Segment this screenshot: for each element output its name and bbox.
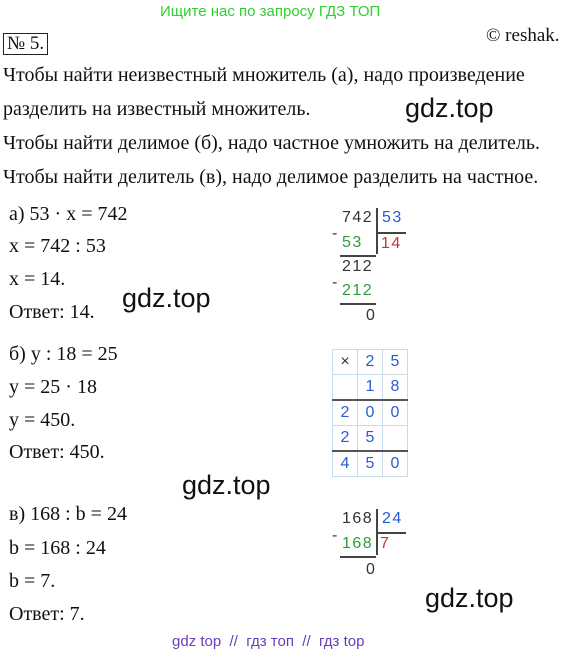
rule-line-1: Чтобы найти неизвестный множитель (а), надо произведение	[3, 64, 525, 86]
part-c-answer: Ответ: 7.	[9, 603, 85, 625]
grid-cell: 2	[333, 426, 358, 452]
grid-cell: 5	[383, 350, 408, 375]
watermark: gdz.top	[182, 470, 271, 500]
divisor: 24	[382, 510, 403, 527]
task-number: № 5.	[3, 33, 48, 55]
division-bar	[376, 532, 406, 534]
divisor: 53	[382, 209, 403, 226]
grid-cell: 1	[358, 375, 383, 401]
part-b-step-2: y = 450.	[9, 409, 76, 431]
watermark: gdz.top	[122, 283, 211, 313]
minus-sign: -	[332, 225, 339, 242]
grid-cell: 0	[358, 400, 383, 426]
subtraction-line	[340, 303, 376, 305]
part-c-equation: в) 168 : b = 24	[9, 503, 127, 525]
part-c-step-2: b = 7.	[9, 570, 56, 592]
minus-sign: -	[332, 527, 339, 544]
grid-cell: 4	[333, 451, 358, 477]
grid-cell	[333, 375, 358, 401]
ad-banner-text[interactable]: Ищите нас по запросу ГДЗ ТОП	[160, 3, 381, 20]
part-b-equation: б) y : 18 = 25	[9, 343, 118, 365]
grid-cell: 5	[358, 451, 383, 477]
grid-cell: 0	[383, 451, 408, 477]
grid-cell: 8	[383, 375, 408, 401]
remainder: 212	[342, 258, 374, 275]
part-a-step-2: x = 14.	[9, 268, 66, 290]
grid-cell: 2	[333, 400, 358, 426]
grid-cell: 2	[358, 350, 383, 375]
subtraction-line	[340, 556, 376, 558]
grid-cell	[383, 426, 408, 452]
division-bar	[376, 232, 406, 234]
rule-line-4: Чтобы найти делитель (в), надо делимое разделить на частное.	[3, 166, 539, 188]
watermark: gdz.top	[405, 93, 494, 123]
dividend: 742	[342, 209, 374, 226]
final-remainder: 0	[366, 561, 377, 578]
part-a-answer: Ответ: 14.	[9, 301, 95, 323]
subtrahend: 212	[342, 282, 374, 299]
footer-links[interactable]: gdz top // гдз топ // гдз top	[172, 633, 365, 650]
copyright-label: © reshak.	[486, 25, 560, 46]
part-b-answer: Ответ: 450.	[9, 441, 105, 463]
division-bar	[376, 208, 378, 254]
rule-line-3: Чтобы найти делимое (б), надо частное умножить на делитель.	[3, 132, 540, 154]
grid-cell: 0	[383, 400, 408, 426]
quotient: 14	[381, 235, 402, 252]
part-b-step-1: y = 25 · 18	[9, 376, 97, 398]
watermark: gdz.top	[425, 583, 514, 613]
subtrahend: 53	[342, 234, 363, 251]
multiplication-grid	[332, 349, 408, 477]
subtrahend: 168	[342, 535, 374, 552]
minus-sign: -	[332, 274, 339, 291]
part-a-step-1: x = 742 : 53	[9, 235, 106, 257]
part-a-equation: а) 53 · x = 742	[9, 203, 128, 225]
grid-cell: 5	[358, 426, 383, 452]
quotient: 7	[380, 535, 391, 552]
final-remainder: 0	[366, 307, 377, 324]
part-c-step-1: b = 168 : 24	[9, 537, 106, 559]
multiply-sign: ×	[333, 350, 358, 375]
rule-line-2: разделить на известный множитель.	[3, 98, 311, 120]
dividend: 168	[342, 510, 374, 527]
subtraction-line	[340, 255, 376, 257]
